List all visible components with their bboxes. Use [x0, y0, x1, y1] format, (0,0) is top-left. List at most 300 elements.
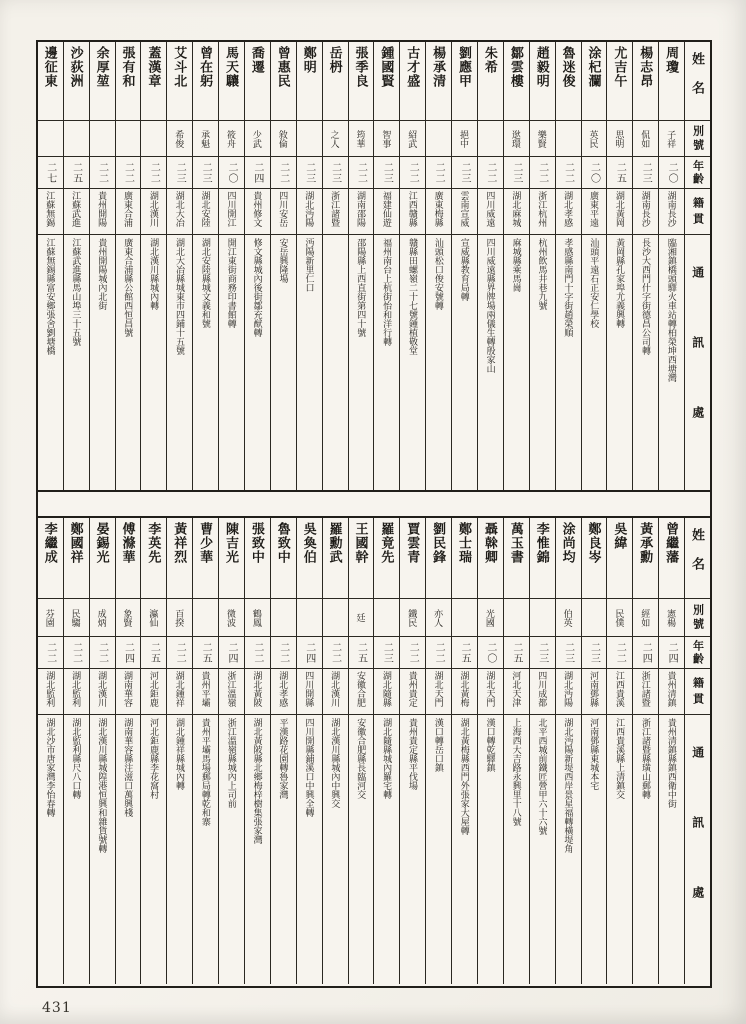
person-native-place: 湖北黃陂 — [252, 671, 263, 707]
person-name: 鄭明 — [301, 46, 317, 74]
person-native-place-cell — [530, 188, 555, 234]
person-native-place-cell — [582, 188, 607, 234]
person-address-cell — [245, 234, 270, 490]
person-age: 二二 — [484, 161, 496, 184]
person-native-place-cell — [374, 668, 399, 714]
person-name: 曾惠民 — [275, 46, 291, 88]
person-age-cell — [582, 156, 607, 188]
person-address-cell — [452, 234, 477, 490]
person-alias-cell — [116, 598, 141, 636]
person-age: 二二 — [96, 641, 108, 664]
person-name-cell — [374, 42, 399, 120]
person-age: 二二 — [174, 641, 186, 664]
header-age-cell — [685, 636, 710, 668]
person-address-cell — [452, 714, 477, 984]
person-age: 二四 — [666, 641, 678, 664]
person-age: 二五 — [355, 641, 367, 664]
person-age: 二〇 — [484, 641, 496, 664]
person-native-place: 湖北沔陽 — [563, 671, 574, 707]
person-age-cell — [245, 156, 270, 188]
person-name: 鍾國賢 — [379, 46, 395, 88]
person-native-place-cell — [141, 668, 166, 714]
person-name-cell — [38, 518, 63, 598]
person-native-place-cell — [582, 668, 607, 714]
person-age-cell — [245, 636, 270, 668]
person-age-cell — [64, 636, 89, 668]
person-native-place: 河北天津 — [511, 671, 522, 707]
person-name-cell — [556, 518, 581, 598]
person-alias: 侃如 — [640, 129, 651, 148]
person-native-place-cell — [452, 188, 477, 234]
person-address-cell — [193, 234, 218, 490]
person-address: 平漢路花園轉魯家灣 — [278, 718, 289, 799]
person-name-cell — [582, 42, 607, 120]
directory-entry-column — [529, 42, 555, 490]
directory-entry-column — [425, 42, 451, 490]
person-name: 鄒雲樓 — [508, 46, 524, 88]
person-address-cell — [38, 714, 63, 984]
person-name-cell — [193, 518, 218, 598]
person-native-place-cell — [141, 188, 166, 234]
person-native-place: 河北鉅鹿 — [148, 671, 159, 707]
person-name-cell — [607, 42, 632, 120]
person-address: 宣威縣教育局轉 — [459, 238, 470, 301]
person-address-cell — [90, 234, 115, 490]
person-age-cell — [426, 636, 451, 668]
person-native-place-cell — [90, 188, 115, 234]
directory-entry-column — [632, 518, 658, 984]
person-alias: 瀛仙 — [148, 608, 159, 627]
person-native-place-cell — [530, 668, 555, 714]
person-name: 李繼成 — [42, 522, 58, 564]
person-name: 趙毅明 — [534, 46, 550, 88]
person-native-place-cell — [245, 668, 270, 714]
directory-entry-column — [632, 42, 658, 490]
directory-entry-column — [451, 42, 477, 490]
header-alias: 別號 — [691, 124, 704, 153]
person-age: 二四 — [226, 641, 238, 664]
person-native-place: 湖北鍾祥 — [174, 671, 185, 707]
person-native-place: 廣東合浦 — [122, 191, 133, 227]
person-native-place: 貴州開陽 — [97, 191, 108, 227]
person-age-cell — [116, 636, 141, 668]
person-address: 湖北黃陂縣北鄉梅梓樹集張家灣 — [252, 718, 263, 844]
person-native-place: 湖北安陸 — [200, 191, 211, 227]
person-age-cell — [400, 636, 425, 668]
person-native-place: 四川安岳 — [278, 191, 289, 227]
person-address: 上海西大吉路永興里十八號 — [511, 718, 522, 826]
person-address: 沔陽新里仁口 — [304, 238, 315, 292]
person-alias: 微波 — [226, 608, 237, 627]
person-age: 二二 — [536, 161, 548, 184]
person-age: 二五 — [70, 161, 82, 184]
person-name-cell — [530, 42, 555, 120]
person-alias: 憲楊 — [666, 608, 677, 627]
person-age: 二五 — [510, 641, 522, 664]
person-address-cell — [64, 234, 89, 490]
person-alias-cell — [478, 598, 503, 636]
person-address-cell — [633, 714, 658, 984]
person-address-cell — [219, 714, 244, 984]
person-native-place: 浙江諸暨 — [640, 671, 651, 707]
person-alias-cell — [400, 120, 425, 156]
directory-entry-column — [192, 42, 218, 490]
person-address: 湖北漢川縣城內中興交 — [330, 718, 341, 808]
person-native-place: 安徽合肥 — [355, 671, 366, 707]
person-address: 四川威遠縣界牌場兩儀生轉殷家山 — [485, 238, 496, 373]
directory-entry-column — [348, 518, 374, 984]
person-name-cell — [426, 518, 451, 598]
person-age-cell — [297, 636, 322, 668]
person-address-cell — [633, 234, 658, 490]
person-address: 開江東街商務印書館轉 — [226, 238, 237, 328]
person-alias-cell — [90, 120, 115, 156]
person-name: 賈雲青 — [405, 522, 421, 564]
person-age: 二二 — [122, 161, 134, 184]
person-age: 二三 — [562, 641, 574, 664]
directory-entry-column — [38, 518, 63, 984]
person-alias: 鶴鳳 — [251, 608, 262, 627]
person-age: 二三 — [174, 161, 186, 184]
person-address: 江蘇無錫縣富安鄉張舍劉塘橋 — [45, 238, 56, 355]
person-address-cell — [297, 234, 322, 490]
person-alias: 敘倫 — [277, 129, 288, 148]
person-age-cell — [426, 156, 451, 188]
person-address-cell — [582, 234, 607, 490]
person-address-cell — [323, 714, 348, 984]
person-age-cell — [297, 156, 322, 188]
person-alias-cell — [167, 598, 192, 636]
person-native-place: 貴州修文 — [252, 191, 263, 227]
person-name: 羅竟先 — [379, 522, 395, 564]
person-name-cell — [90, 518, 115, 598]
person-alias: 筠華 — [355, 129, 366, 148]
person-address: 汕頭平遠石正安仁學校 — [589, 238, 600, 328]
person-name: 曾繼藩 — [664, 522, 680, 564]
person-address: 湖北隨縣城內羅宅轉 — [382, 718, 393, 799]
person-native-place-cell — [271, 188, 296, 234]
person-native-place: 湖北監利 — [71, 671, 82, 707]
person-name: 聶榦卿 — [482, 522, 498, 564]
person-name-cell — [633, 518, 658, 598]
person-name-cell — [245, 42, 270, 120]
directory-entry-column — [606, 518, 632, 984]
person-address-cell — [504, 234, 529, 490]
person-native-place: 四川成都 — [537, 671, 548, 707]
person-alias: 紹武 — [407, 129, 418, 148]
person-name: 王國幹 — [353, 522, 369, 564]
person-native-place: 湖北沔陽 — [304, 191, 315, 227]
person-address-cell — [400, 714, 425, 984]
person-address-cell — [659, 714, 684, 984]
header-address-cell — [685, 714, 710, 984]
person-native-place-cell — [219, 668, 244, 714]
person-alias: 逖環 — [510, 129, 521, 148]
person-name: 邊征東 — [42, 46, 58, 88]
person-alias-cell — [452, 598, 477, 636]
person-alias: 民騶 — [70, 608, 81, 627]
person-address: 湖南華容縣注滋口萬興棧 — [123, 718, 134, 817]
person-address: 貴州開陽城內北街 — [97, 238, 108, 310]
person-name-cell — [556, 42, 581, 120]
person-address-cell — [530, 234, 555, 490]
person-native-place-cell — [452, 668, 477, 714]
person-native-place-cell — [556, 188, 581, 234]
person-alias-cell — [452, 120, 477, 156]
person-name-cell — [116, 518, 141, 598]
person-name-cell — [530, 518, 555, 598]
person-name: 張季良 — [353, 46, 369, 88]
directory-entry-column — [89, 42, 115, 490]
person-name: 艾斗北 — [172, 46, 188, 88]
person-address-cell — [167, 714, 192, 984]
person-native-place: 湖北麻城 — [511, 191, 522, 227]
person-age: 二二 — [433, 641, 445, 664]
person-age: 二二 — [407, 641, 419, 664]
person-address: 湖北沙市唐家灣李怡春轉 — [45, 718, 56, 817]
directory-entry-column — [606, 42, 632, 490]
person-address-cell — [193, 714, 218, 984]
person-alias-cell — [633, 598, 658, 636]
person-alias: 少武 — [251, 129, 262, 148]
person-age-cell — [400, 156, 425, 188]
person-alias-cell — [167, 120, 192, 156]
person-name: 張有和 — [120, 46, 136, 88]
person-age: 二二 — [562, 161, 574, 184]
directory-band-bottom — [38, 516, 710, 984]
person-address: 貴州貴定縣平伐場 — [408, 718, 418, 790]
person-alias-cell — [659, 598, 684, 636]
person-native-place: 浙江諸暨 — [330, 191, 341, 227]
person-alias-cell — [219, 598, 244, 636]
person-age: 二三 — [640, 161, 652, 184]
person-name: 周瓊 — [664, 46, 680, 74]
directory-entry-column — [503, 42, 529, 490]
person-age-cell — [478, 156, 503, 188]
person-age-cell — [633, 636, 658, 668]
person-alias-cell — [349, 598, 374, 636]
directory-entry-column — [373, 42, 399, 490]
person-native-place: 廣東梅縣 — [433, 191, 444, 227]
person-age-cell — [582, 636, 607, 668]
person-name: 古才盛 — [405, 46, 421, 88]
person-native-place: 雲南宣威 — [459, 191, 470, 227]
person-age: 二五 — [148, 641, 160, 664]
person-age-cell — [478, 636, 503, 668]
person-age-cell — [607, 636, 632, 668]
directory-entry-column — [140, 42, 166, 490]
person-alias-cell — [556, 598, 581, 636]
person-alias-cell — [556, 120, 581, 156]
person-name: 張致中 — [249, 522, 265, 564]
person-native-place-cell — [64, 188, 89, 234]
person-address: 湖北安陸縣城文義和號 — [200, 238, 211, 328]
person-name-cell — [659, 518, 684, 598]
person-native-place-cell — [245, 188, 270, 234]
person-alias-cell — [374, 120, 399, 156]
person-native-place-cell — [349, 668, 374, 714]
directory-entry-column — [218, 42, 244, 490]
person-alias-cell — [193, 120, 218, 156]
person-address: 邵陽縣上西直街第四十號 — [356, 238, 367, 337]
person-name-cell — [659, 42, 684, 120]
header-name: 姓名 — [690, 528, 706, 586]
person-alias: 百揆 — [174, 608, 185, 627]
person-name: 朱希 — [482, 46, 498, 74]
person-alias-cell — [504, 598, 529, 636]
person-age: 二二 — [407, 161, 419, 184]
person-address: 杭州飲馬井巷九號 — [537, 238, 548, 310]
person-name: 楊志昂 — [638, 46, 654, 88]
person-address-cell — [323, 234, 348, 490]
person-native-place-cell — [400, 668, 425, 714]
person-age: 二二 — [96, 161, 108, 184]
person-name-cell — [323, 518, 348, 598]
person-address-cell — [374, 234, 399, 490]
person-native-place-cell — [504, 668, 529, 714]
person-age-cell — [38, 156, 63, 188]
person-address: 湖北漢川縣城隍港恒興和雜貨號轉 — [97, 718, 108, 853]
header-name: 姓名 — [690, 52, 706, 110]
person-native-place: 湖北漢川 — [97, 671, 108, 707]
person-address: 四川開縣鋪溪口中興全轉 — [304, 718, 315, 817]
person-alias: 子祥 — [666, 129, 677, 148]
directory-entry-column — [270, 518, 296, 984]
person-address-cell — [141, 234, 166, 490]
directory-band-top — [38, 42, 710, 492]
person-alias: 思明 — [614, 129, 625, 148]
person-age: 二五 — [614, 161, 626, 184]
person-native-place-cell — [167, 668, 192, 714]
person-name-cell — [297, 42, 322, 120]
person-age: 二五 — [200, 641, 212, 664]
directory-entry-column — [451, 518, 477, 984]
person-age-cell — [167, 156, 192, 188]
person-address-cell — [38, 234, 63, 490]
person-alias-cell — [582, 598, 607, 636]
person-address: 安岳興隆場 — [278, 238, 289, 283]
person-name: 魯致中 — [275, 522, 291, 564]
person-native-place: 四川威遠 — [485, 191, 496, 227]
person-age: 二四 — [640, 641, 652, 664]
person-address-cell — [582, 714, 607, 984]
person-native-place: 河南鄧縣 — [588, 671, 599, 707]
directory-entry-column — [581, 518, 607, 984]
person-native-place-cell — [659, 668, 684, 714]
person-address: 湖北大冶縣城東市四鋪十五號 — [174, 238, 185, 355]
person-alias-cell — [297, 598, 322, 636]
directory-entry-column — [140, 518, 166, 984]
person-age: 二三 — [329, 161, 341, 184]
person-name-cell — [349, 518, 374, 598]
person-age-cell — [607, 156, 632, 188]
person-alias-cell — [530, 598, 555, 636]
person-address-cell — [400, 234, 425, 490]
person-alias: 挹中 — [459, 129, 470, 148]
directory-entry-column — [477, 42, 503, 490]
person-native-place-cell — [374, 188, 399, 234]
header-age: 年齡 — [691, 159, 704, 186]
header-native-place-cell — [685, 188, 710, 234]
person-native-place-cell — [426, 188, 451, 234]
person-native-place-cell — [193, 668, 218, 714]
person-age: 二三 — [303, 161, 315, 184]
person-alias-cell — [633, 120, 658, 156]
person-name-cell — [116, 42, 141, 120]
person-address: 河北鉅鹿縣李花窩村 — [149, 718, 160, 799]
directory-entry-column — [63, 518, 89, 984]
person-name-cell — [582, 518, 607, 598]
person-alias-cell — [297, 120, 322, 156]
person-age: 二三 — [200, 161, 212, 184]
person-address: 孝感縣南門十字街趙榮順 — [563, 238, 574, 337]
person-address: 漢口轉乾驛鎮 — [485, 718, 496, 772]
person-age-cell — [193, 636, 218, 668]
person-age-cell — [530, 156, 555, 188]
person-native-place: 江西貴溪 — [614, 671, 625, 707]
person-address-cell — [271, 234, 296, 490]
person-age-cell — [90, 156, 115, 188]
directory-entry-column — [581, 42, 607, 490]
person-native-place: 江蘇武進 — [71, 191, 82, 227]
person-address: 長沙大西門什字街德昌公司轉 — [641, 238, 652, 355]
person-address: 湖北監利縣尺八口轉 — [71, 718, 82, 799]
person-age: 二二 — [277, 641, 289, 664]
person-name-cell — [478, 518, 503, 598]
person-native-place-cell — [38, 188, 63, 234]
person-alias-cell — [426, 598, 451, 636]
person-address: 麻城縣乘馬崗 — [511, 238, 522, 292]
header-address: 通訊處 — [690, 266, 705, 476]
directory-entry-column — [115, 42, 141, 490]
person-age-cell — [349, 156, 374, 188]
directory-entry-column — [348, 42, 374, 490]
person-alias: 芬園 — [44, 608, 55, 627]
person-name-cell — [219, 518, 244, 598]
person-age: 二三 — [381, 161, 393, 184]
person-native-place: 四川開縣 — [304, 671, 315, 707]
person-age-cell — [633, 156, 658, 188]
person-name: 傅滌華 — [120, 522, 136, 564]
person-age: 二三 — [536, 641, 548, 664]
person-address-cell — [297, 714, 322, 984]
person-alias: 承魁 — [200, 129, 211, 148]
person-name: 魯迷俊 — [560, 46, 576, 88]
directory-entry-column — [115, 518, 141, 984]
person-native-place: 浙江杭州 — [537, 191, 548, 227]
person-alias-cell — [400, 598, 425, 636]
directory-table-frame — [36, 40, 712, 988]
person-name: 萬玉書 — [508, 522, 524, 564]
person-native-place: 湖南長沙 — [640, 191, 651, 227]
person-native-place-cell — [426, 668, 451, 714]
directory-entry-column — [399, 518, 425, 984]
person-address: 湖北黃梅縣西門外張家大屋轉 — [459, 718, 470, 835]
person-name-cell — [271, 518, 296, 598]
person-age-cell — [452, 156, 477, 188]
person-alias-cell — [607, 598, 632, 636]
person-native-place: 江蘇無錫 — [45, 191, 56, 227]
person-alias-cell — [245, 598, 270, 636]
header-native-place: 籍貫 — [691, 196, 704, 229]
person-alias: 伯英 — [562, 608, 573, 627]
person-name: 羅勳武 — [327, 522, 343, 564]
person-address: 湖北沔陽新堤西岸景星福轉橫堤角 — [563, 718, 574, 853]
person-native-place: 廣東平遠 — [588, 191, 599, 227]
person-age-cell — [323, 156, 348, 188]
person-age: 二七 — [44, 161, 56, 184]
person-alias-cell — [374, 598, 399, 636]
